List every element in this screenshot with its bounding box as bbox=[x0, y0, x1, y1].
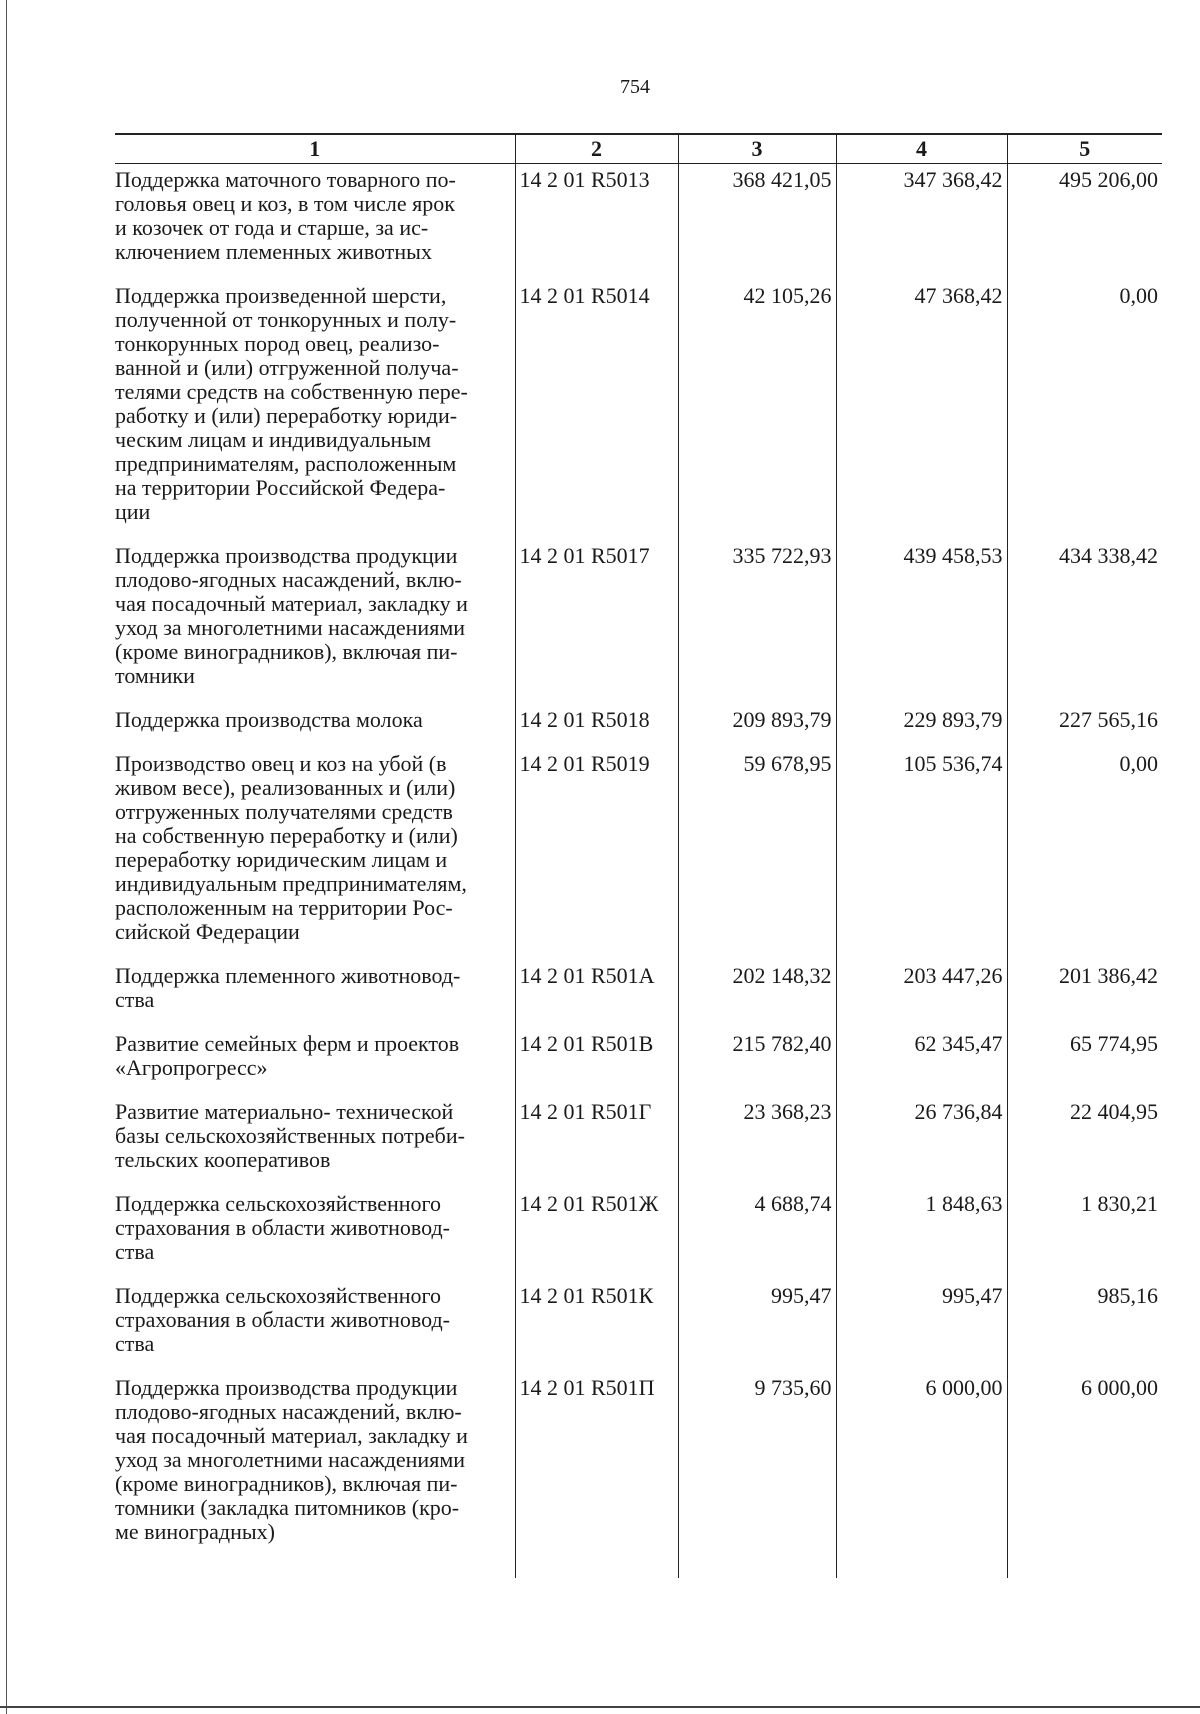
table-row bbox=[115, 748, 1162, 960]
row-code-cell: 14 2 01 R501В bbox=[515, 1028, 678, 1096]
row-name-cell: Развитие материально- технической базы сельскохозяйственных потреби- тельских кооперативов bbox=[115, 1099, 465, 1172]
row-value-col4: 6 000,00 bbox=[836, 1372, 1007, 1578]
scan-edge-line bbox=[6, 0, 7, 1714]
column-header-4: 4 bbox=[836, 134, 1007, 164]
table-row bbox=[115, 1188, 1162, 1280]
table-row bbox=[115, 540, 1162, 704]
row-value-col4: 62 345,47 bbox=[836, 1028, 1007, 1096]
row-code-cell: 14 2 01 R5019 bbox=[515, 748, 678, 960]
row-name-cell: Поддержка маточного товарного по- головья овец и коз, в том числе ярок и козочек от года и старше, за ис- ключением племенных животных bbox=[115, 167, 456, 264]
budget-table bbox=[115, 133, 1162, 1578]
row-value-col4: 439 458,53 bbox=[836, 540, 1007, 704]
column-header-1: 1 bbox=[115, 134, 515, 164]
row-value-col3: 23 368,23 bbox=[678, 1096, 836, 1188]
row-value-col3: 9 735,60 bbox=[678, 1372, 836, 1578]
row-value-col4: 347 368,42 bbox=[836, 164, 1007, 281]
budget-table-container bbox=[115, 133, 1162, 1578]
row-code-cell: 14 2 01 R501Ж bbox=[515, 1188, 678, 1280]
table-row bbox=[115, 280, 1162, 540]
page-number: 754 bbox=[620, 76, 650, 98]
row-name-cell: Производство овец и коз на убой (в живом весе), реализованных и (или) отгруженных получателями средств на собственную переработку и (или) переработку юридическим лицам и индивидуальным предпринимателям, расположенным на территории Рос- сийской Федерации bbox=[115, 751, 467, 944]
row-value-col4: 995,47 bbox=[836, 1280, 1007, 1372]
row-value-col5: 6 000,00 bbox=[1007, 1372, 1162, 1578]
row-value-col4: 105 536,74 bbox=[836, 748, 1007, 960]
row-value-col4: 229 893,79 bbox=[836, 704, 1007, 748]
table-row bbox=[115, 960, 1162, 1028]
column-header-5: 5 bbox=[1007, 134, 1162, 164]
row-value-col5: 434 338,42 bbox=[1007, 540, 1162, 704]
row-name-cell: Поддержка производства молока bbox=[115, 707, 423, 732]
row-name-cell: Развитие семейных ферм и проектов «Агропрогресс» bbox=[115, 1031, 460, 1080]
row-code-cell: 14 2 01 R501П bbox=[515, 1372, 678, 1578]
row-code-cell: 14 2 01 R5014 bbox=[515, 280, 678, 540]
row-value-col4: 26 736,84 bbox=[836, 1096, 1007, 1188]
row-value-col4: 47 368,42 bbox=[836, 280, 1007, 540]
row-value-col5: 201 386,42 bbox=[1007, 960, 1162, 1028]
row-value-col3: 335 722,93 bbox=[678, 540, 836, 704]
row-value-col5: 985,16 bbox=[1007, 1280, 1162, 1372]
row-code-cell: 14 2 01 R501А bbox=[515, 960, 678, 1028]
table-row bbox=[115, 1028, 1162, 1096]
row-value-col3: 4 688,74 bbox=[678, 1188, 836, 1280]
row-value-col4: 203 447,26 bbox=[836, 960, 1007, 1028]
table-row bbox=[115, 704, 1162, 748]
row-value-col5: 0,00 bbox=[1007, 280, 1162, 540]
column-header-3: 3 bbox=[678, 134, 836, 164]
row-name-cell: Поддержка племенного животновод- ства bbox=[115, 963, 461, 1012]
scan-bottom-line bbox=[0, 1706, 1200, 1708]
row-name-cell: Поддержка сельскохозяйственного страхования в области животновод- ства bbox=[115, 1283, 450, 1356]
row-value-col3: 209 893,79 bbox=[678, 704, 836, 748]
row-value-col3: 202 148,32 bbox=[678, 960, 836, 1028]
row-value-col5: 22 404,95 bbox=[1007, 1096, 1162, 1188]
row-code-cell: 14 2 01 R501К bbox=[515, 1280, 678, 1372]
table-row bbox=[115, 1280, 1162, 1372]
row-name-cell: Поддержка сельскохозяйственного страхования в области животновод- ства bbox=[115, 1191, 450, 1264]
row-name-cell: Поддержка производства продукции плодово-ягодных насаждений, вклю- чая посадочный материал, закладку и уход за многолетними насаждениями (кроме виноградников), включая пи- томники (закладка питомников (кро- ме виноградных) bbox=[115, 1375, 468, 1544]
row-value-col4: 1 848,63 bbox=[836, 1188, 1007, 1280]
row-value-col5: 227 565,16 bbox=[1007, 704, 1162, 748]
row-value-col3: 59 678,95 bbox=[678, 748, 836, 960]
row-code-cell: 14 2 01 R5018 bbox=[515, 704, 678, 748]
table-row bbox=[115, 164, 1162, 281]
table-row bbox=[115, 1096, 1162, 1188]
row-value-col3: 368 421,05 bbox=[678, 164, 836, 281]
row-name-cell: Поддержка производства продукции плодово-ягодных насаждений, вклю- чая посадочный материал, закладку и уход за многолетними насаждениями (кроме виноградников), включая пи- томники bbox=[115, 543, 468, 688]
row-code-cell: 14 2 01 R5013 bbox=[515, 164, 678, 281]
row-value-col5: 495 206,00 bbox=[1007, 164, 1162, 281]
table-header-row bbox=[115, 134, 1162, 164]
row-value-col3: 42 105,26 bbox=[678, 280, 836, 540]
column-header-2: 2 bbox=[515, 134, 678, 164]
row-value-col5: 65 774,95 bbox=[1007, 1028, 1162, 1096]
row-value-col3: 995,47 bbox=[678, 1280, 836, 1372]
row-value-col5: 1 830,21 bbox=[1007, 1188, 1162, 1280]
table-row bbox=[115, 1372, 1162, 1578]
row-value-col3: 215 782,40 bbox=[678, 1028, 836, 1096]
row-name-cell: Поддержка произведенной шерсти, полученной от тонкорунных и полу- тонкорунных пород овец, реализо- ванной и (или) отгруженной получа- телями средств на собственную пере- работку и (или) переработку юриди- ческим лицам и индивидуальным предпринимателям, расположенным на территории Российской Федера- ции bbox=[115, 283, 468, 524]
row-code-cell: 14 2 01 R5017 bbox=[515, 540, 678, 704]
table-body bbox=[115, 164, 1162, 1579]
row-value-col5: 0,00 bbox=[1007, 748, 1162, 960]
row-code-cell: 14 2 01 R501Г bbox=[515, 1096, 678, 1188]
